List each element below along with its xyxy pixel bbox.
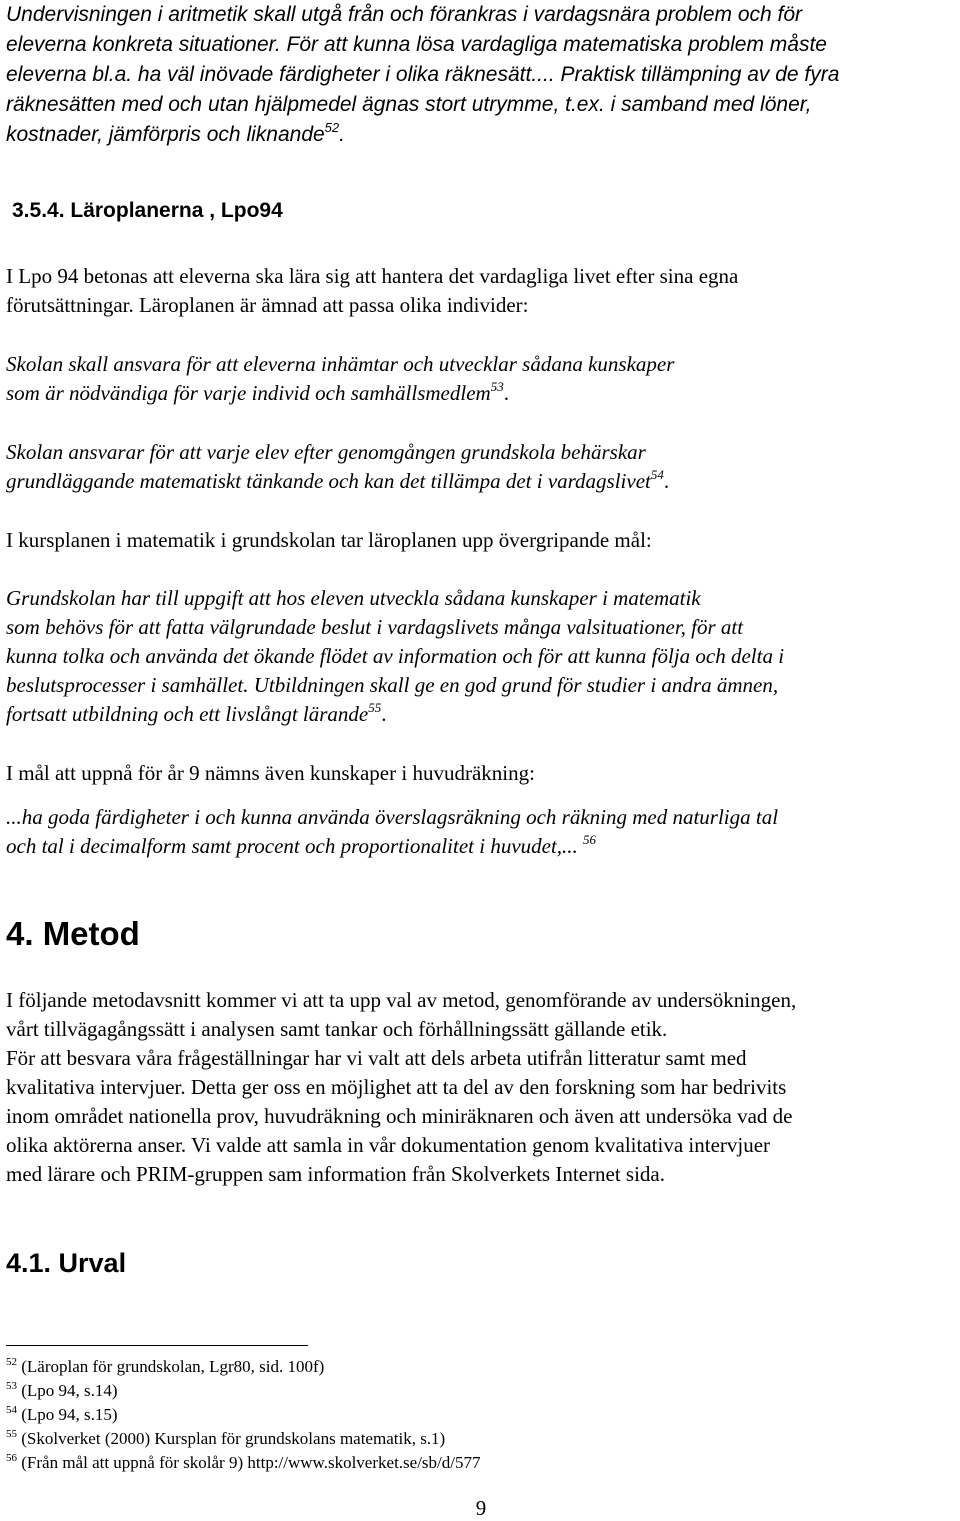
footnote-text: (Lpo 94, s.14) [21,1381,118,1400]
footnote-number: 52 [6,1356,17,1368]
quote-56-line-2 [6,832,778,861]
quote-56-line-1: ...ha goda färdigheter i och kunna använda överslagsräkning och räkning med naturliga tal [6,805,779,829]
metod-line-2: vårt tillvägagångssätt i analysen samt tankar och förhållningssätt gällande etik. [6,1017,668,1041]
footnote-55 [6,1427,480,1451]
intro-line-3: eleverna bl.a. ha väl inövade färdigheter i olika räknesätt.... Praktisk tillämpning av de fyra [6,63,840,86]
footnote-number: 55 [6,1428,17,1440]
footnote-53 [6,1379,480,1403]
quote-56 [6,803,778,861]
page-number: 9 [475,1496,487,1520]
quote-54-line-1: Skolan ansvarar för att varje elev efter genomgången grundskola behärskar [6,440,646,464]
quote-55-line-3: kunna tolka och använda det ökande flödet av information och för att kunna följa och delta i [6,644,785,668]
metod-line-5: inom området nationella prov, huvudräkning och miniräknaren och även att undersöka vad de [6,1104,793,1128]
footnote-text: (Från mål att uppnå för skolår 9) http://www.skolverket.se/sb/d/577 [21,1453,481,1472]
quote-55-line-4: beslutsprocesser i samhället. Utbildningen skall ge en god grund för studier i andra ämnen, [6,673,779,697]
footnote-number: 53 [6,1380,17,1392]
quote-56-line-2-text: och tal i decimalform samt procent och proportionalitet i huvudet,... [6,834,578,858]
quote-55-line-1: Grundskolan har till uppgift att hos eleven utveckla sådana kunskaper i matematik [6,586,701,610]
footnote-text: (Skolverket (2000) Kursplan för grundskolans matematik, s.1) [21,1429,446,1448]
footnote-56 [6,1451,480,1475]
intro-line-2: eleverna konkreta situationer. För att kunna lösa vardagliga matematiska problem måste [6,33,827,56]
quote-53-line-2 [6,379,674,408]
intro-quote [6,0,839,150]
footnote-ref-56: 56 [583,832,597,847]
quote-53-line-2-text: som är nödvändiga för varje individ och samhällsmedlem [6,381,491,405]
footnotes [6,1355,480,1475]
quote-55-line-2: som behövs för att fatta välgrundade beslut i vardagslivets många valsituationer, för att [6,615,744,639]
footnote-number: 54 [6,1404,17,1416]
footnote-text: (Lpo 94, s.15) [21,1405,118,1424]
paragraph-lpo94 [6,262,738,320]
quote-54 [6,438,669,496]
intro-line-5-end: . [339,123,345,146]
quote-55-line-5-text: fortsatt utbildning och ett livslångt lärande [6,702,369,726]
footnote-ref-53: 53 [490,379,504,394]
paragraph-kursplan: I kursplanen i matematik i grundskolan tar läroplanen upp övergripande mål: [6,528,652,552]
metod-line-3: För att besvara våra frågeställningar har vi valt att dels arbeta utifrån litteratur samt med [6,1046,747,1070]
lpo94-line-1: I Lpo 94 betonas att eleverna ska lära sig att hantera det vardagliga livet efter sina egna [6,264,739,288]
quote-53-end: . [503,381,509,405]
metod-line-4: kvalitativa intervjuer. Detta ger oss en möjlighet att ta del av den forskning som har bedrivits [6,1075,787,1099]
metod-line-1: I följande metodavsnitt kommer vi att ta upp val av metod, genomförande av undersökningen, [6,988,797,1012]
section-heading-4: 4. Metod [6,915,140,952]
metod-line-6: olika aktörerna anser. Vi valde att samla in vår dokumentation genom kvalitativa intervjuer [6,1133,771,1157]
intro-line-1: Undervisningen i aritmetik skall utgå från och förankras i vardagsnära problem och för [6,3,803,26]
lpo94-line-2: förutsättningar. Läroplanen är ämnad att passa olika individer: [6,293,529,317]
metod-line-7: med lärare och PRIM-gruppen sam information från Skolverkets Internet sida. [6,1162,665,1186]
intro-line-4: räknesätten med och utan hjälpmedel ägnas stort utrymme, t.ex. i samband med löner, [6,93,812,116]
footnote-separator [6,1345,308,1346]
footnote-54 [6,1403,480,1427]
paragraph-mal: I mål att uppnå för år 9 nämns även kunskaper i huvudräkning: [6,761,535,785]
quote-55 [6,584,784,729]
paragraph-metod [6,986,796,1189]
section-heading-41: 4.1. Urval [6,1248,127,1278]
footnote-ref-54: 54 [650,467,664,482]
quote-53 [6,350,674,408]
quote-55-line-5 [6,700,784,729]
footnote-number: 56 [6,1452,17,1464]
footnote-52 [6,1355,480,1379]
quote-54-line-2 [6,467,669,496]
section-heading-354: 3.5.4. Läroplanerna , Lpo94 [12,199,283,222]
footnote-ref-52: 52 [324,120,340,135]
quote-55-end: . [381,702,387,726]
intro-line-5-text: kostnader, jämförpris och liknande [6,123,325,146]
quote-54-line-2-text: grundläggande matematiskt tänkande och kan det tillämpa det i vardagslivet [6,469,651,493]
intro-line-5 [6,120,839,150]
quote-54-end: . [663,469,670,493]
footnote-ref-55: 55 [368,700,382,715]
footnote-text: (Läroplan för grundskolan, Lgr80, sid. 100f) [21,1357,325,1376]
quote-53-line-1: Skolan skall ansvara för att eleverna inhämtar och utvecklar sådana kunskaper [6,352,675,376]
